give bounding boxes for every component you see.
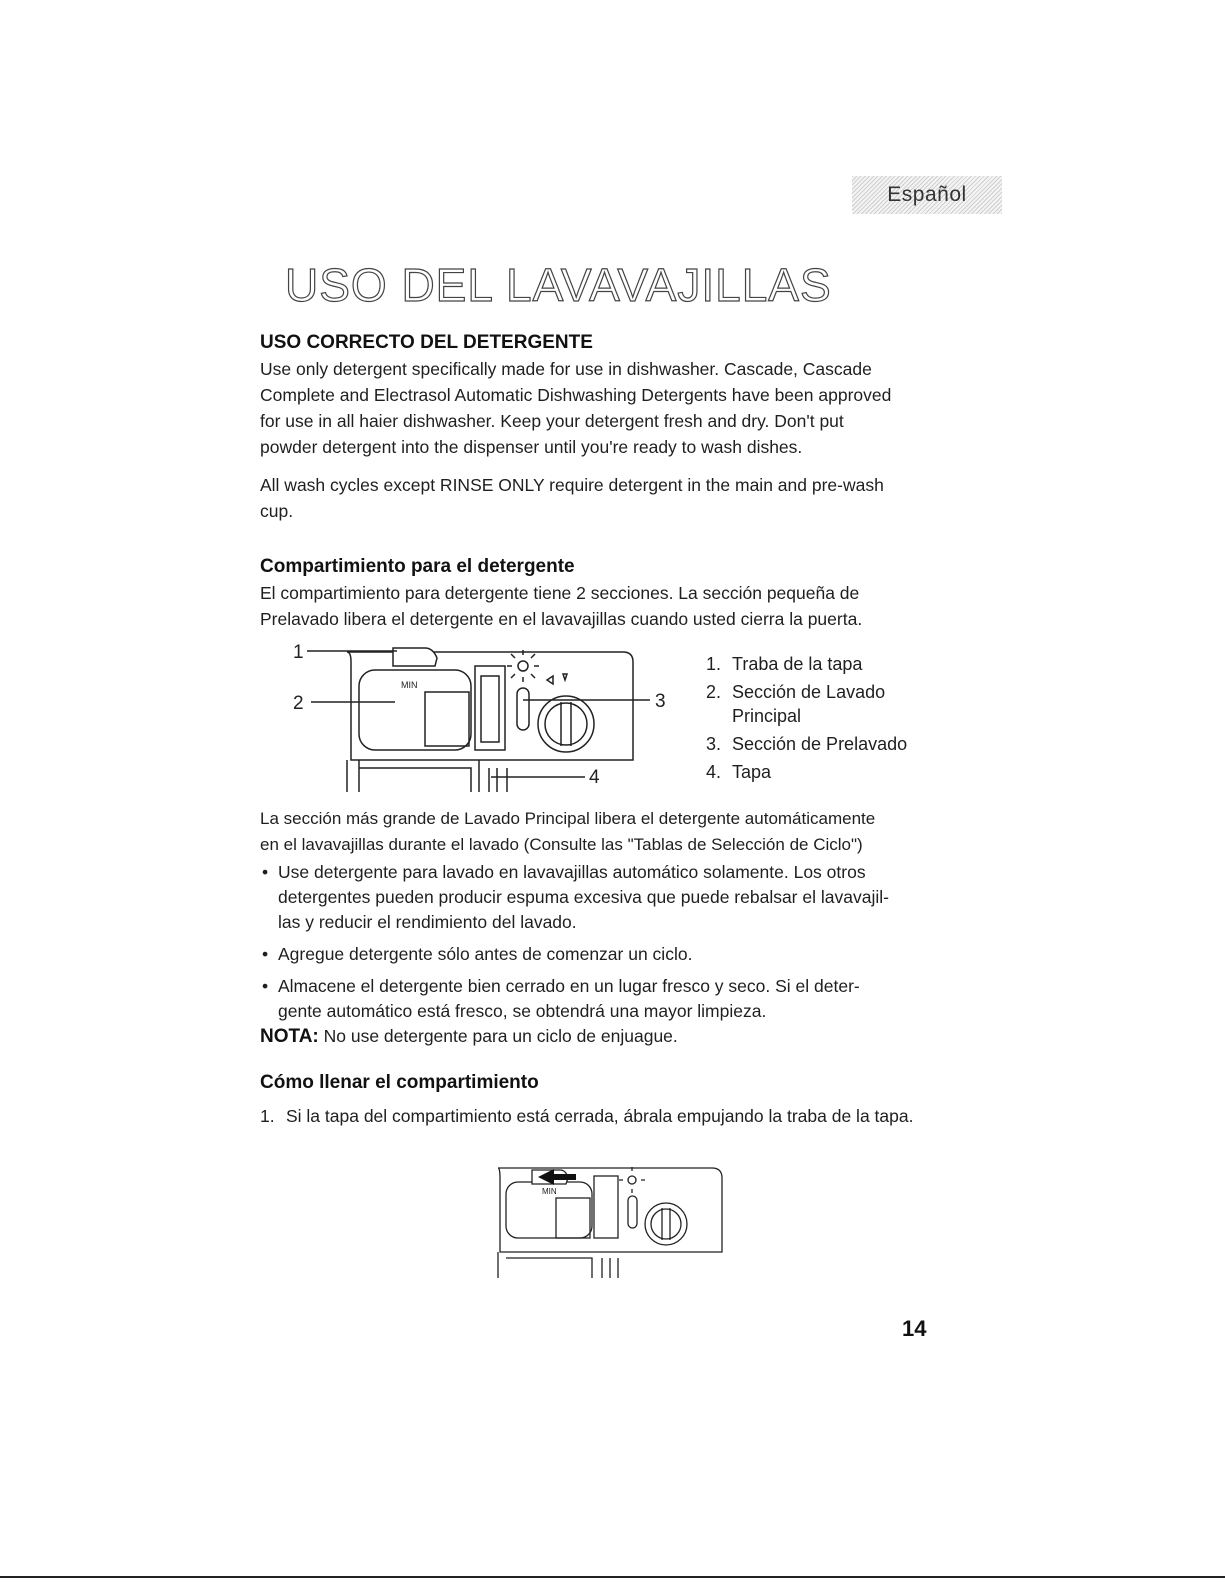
section-heading-fill-dispenser: Cómo llenar el compartimiento	[260, 1072, 539, 1093]
text-line: • Agregue detergente sólo antes de comenzar un ciclo.	[278, 944, 693, 964]
detergent-use-paragraph	[260, 356, 891, 460]
callout-3: 3	[655, 691, 666, 712]
rinse-aid-slot-inner	[481, 676, 499, 742]
legend-text: Sección de Prelavado	[732, 734, 908, 754]
rinse-aid-slot	[475, 666, 505, 750]
cup-inner	[556, 1198, 590, 1238]
step-num: 1.	[260, 1106, 275, 1126]
arrow-marks	[547, 674, 567, 684]
prewash-cap	[538, 696, 594, 752]
sun-icon	[628, 1176, 636, 1184]
dispenser-outline	[347, 652, 633, 760]
dispenser-latch-diagram	[494, 1162, 726, 1280]
page-title: USO DEL LAVAVAJILLAS	[285, 259, 832, 311]
door-lower-edge	[498, 1252, 618, 1278]
legend-item	[706, 760, 932, 784]
prewash-cap-inner	[545, 703, 587, 745]
text-line: las y reducir el rendimiento del lavado.	[278, 912, 577, 932]
rinse-aid-indicator	[517, 688, 529, 730]
legend-item	[706, 732, 952, 756]
legend-num: 3.	[706, 734, 722, 754]
text-line: All wash cycles except RINSE ONLY require detergent in the main and pre-wash	[260, 475, 884, 495]
list-item	[262, 860, 932, 935]
text-line: Use only detergent specifically made for use in dishwasher. Cascade, Cascade	[260, 359, 872, 379]
rinse-aid-slot	[594, 1176, 618, 1238]
callout-4: 4	[589, 767, 600, 788]
section-heading-dispenser: Compartimiento para el detergente	[260, 556, 575, 577]
legend-text: Tapa	[732, 762, 772, 782]
text-line: Prelavado libera el detergente en el lavavajillas cuando usted cierra la puerta.	[260, 609, 863, 629]
list-item	[262, 942, 932, 967]
text-line: • Almacene el detergente bien cerrado en un lugar fresco y seco. Si el deter-	[278, 976, 860, 996]
text-line: El compartimiento para detergente tiene 2 secciones. La sección pequeña de	[260, 583, 860, 603]
sun-icon-rays	[507, 650, 539, 682]
detergent-tips-list	[262, 860, 932, 1031]
list-item	[260, 1103, 930, 1129]
text-line: en el lavavajillas durante el lavado (Consulte las "Tablas de Selección de Ciclo")	[260, 835, 863, 854]
legend-text: Traba de la tapa	[732, 654, 863, 674]
lid-latch	[393, 648, 437, 666]
cap-grip	[662, 1208, 670, 1240]
section-heading-detergent-use: USO CORRECTO DEL DETERGENTE	[260, 332, 593, 353]
cap-grip	[561, 702, 571, 746]
rinse-aid-indicator	[628, 1196, 637, 1228]
dispenser-intro-paragraph	[260, 580, 862, 632]
note	[260, 1026, 678, 1048]
page-bottom-rule	[0, 1576, 1225, 1578]
note-label: NOTA:	[260, 1026, 319, 1047]
text-line: gente automático está fresco, se obtendrá una mayor limpieza.	[278, 1001, 767, 1021]
main-wash-paragraph	[260, 806, 875, 858]
text-line: powder detergent into the dispenser until you're ready to wash dishes.	[260, 437, 803, 457]
legend-num: 2.	[706, 682, 722, 702]
legend-num: 1.	[706, 654, 722, 674]
cup-inner	[425, 692, 469, 746]
list-item	[262, 974, 932, 1024]
sun-icon-rays	[619, 1167, 645, 1193]
callout-1: 1	[293, 642, 304, 663]
fill-steps-list	[260, 1103, 930, 1129]
sun-icon	[518, 661, 528, 671]
legend-text: Sección de Lavado Principal	[732, 682, 886, 726]
text-line: for use in all haier dishwasher. Keep your detergent fresh and dry. Don't put	[260, 411, 844, 431]
prewash-cap-inner	[651, 1209, 681, 1239]
door-lower-edge	[347, 760, 507, 792]
min-label: MIN	[542, 1187, 557, 1196]
min-label: MIN	[401, 680, 418, 690]
text-line: • Use detergente para lavado en lavavajillas automático solamente. Los otros	[278, 862, 866, 882]
text-line: Complete and Electrasol Automatic Dishwashing Detergents have been approved	[260, 385, 892, 405]
text-line: cup.	[260, 501, 294, 521]
dispenser-diagram	[285, 640, 685, 792]
text-line: detergentes pueden producir espuma excesiva que puede rebalsar el lavavajil-	[278, 887, 889, 907]
step-text: Si la tapa del compartimiento está cerrada, ábrala empujando la traba de la tapa.	[286, 1106, 914, 1126]
text-line: La sección más grande de Lavado Principal libera el detergente automáticamente	[260, 809, 876, 828]
callout-2: 2	[293, 693, 304, 714]
diagram-legend	[706, 652, 952, 788]
wash-cycle-paragraph	[260, 472, 884, 524]
language-tab: Español	[852, 176, 1002, 214]
legend-item	[706, 652, 932, 676]
legend-num: 4.	[706, 762, 722, 782]
note-text: No use detergente para un ciclo de enjuague.	[323, 1026, 678, 1046]
page-number: 14	[902, 1316, 927, 1341]
legend-item	[706, 680, 917, 728]
